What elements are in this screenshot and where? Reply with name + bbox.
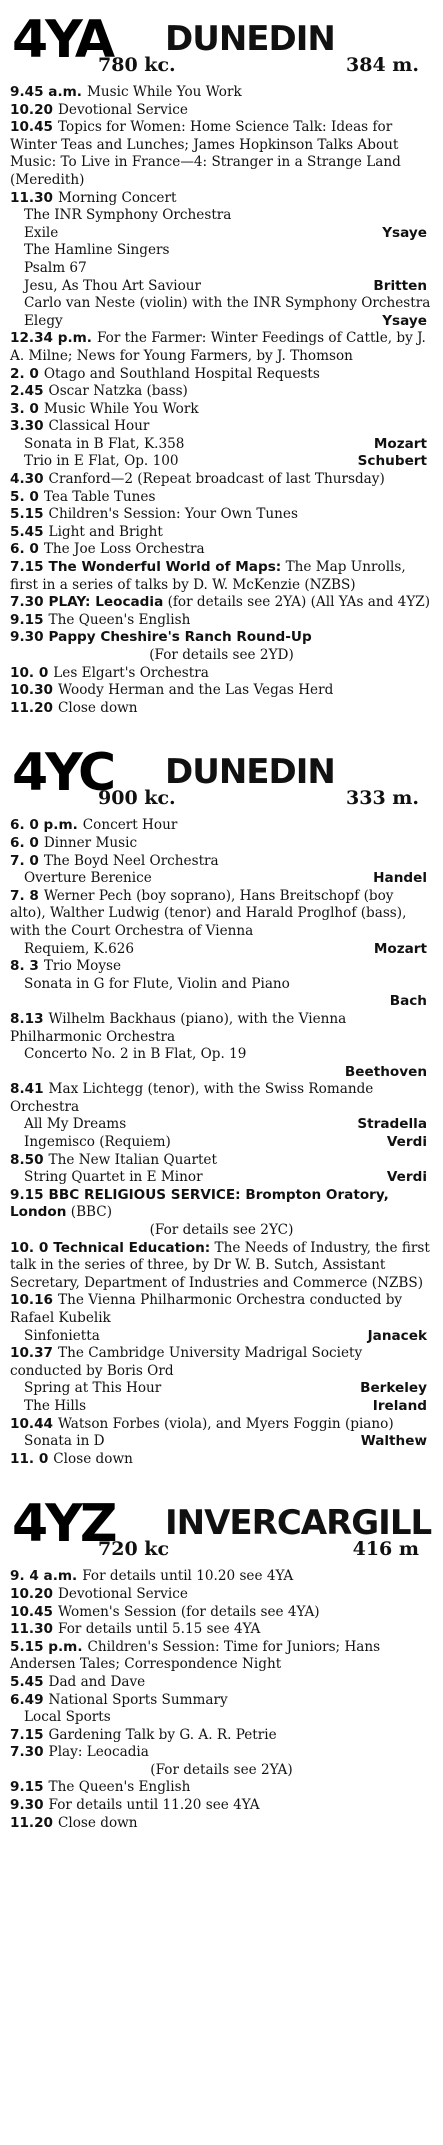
- broadcast-time: 8.41: [10, 1081, 44, 1098]
- programme-description: Children's Session: Your Own Tunes: [48, 506, 298, 523]
- broadcast-time: 3. 0: [10, 400, 39, 417]
- programme-description: Wilhelm Backhaus (piano), with the Vienna Philharmonic Orchestra: [10, 1010, 347, 1045]
- broadcast-time: 10.20: [10, 1585, 53, 1602]
- schedule-entry: [10, 524, 433, 542]
- programme-description: Oscar Natzka (bass): [48, 383, 188, 400]
- programme-description: Close down: [53, 1450, 133, 1467]
- composer-name: Mozart: [373, 940, 427, 957]
- programme-item: [10, 941, 433, 959]
- schedule-entry: [10, 1568, 433, 1586]
- programme-title: Overture Berenice: [24, 870, 152, 887]
- programme-title: The INR Symphony Orchestra: [24, 207, 232, 224]
- broadcast-time: 5.15: [10, 506, 44, 523]
- programme-title: All My Dreams: [24, 1116, 127, 1133]
- schedule-entry: [10, 330, 433, 365]
- schedule-entry: [10, 541, 433, 559]
- broadcast-time: 7.30: [10, 594, 44, 611]
- programme-description: Close down: [58, 699, 138, 716]
- programme-title: Carlo van Neste (violin) with the INR Symphony Orchestra: [24, 295, 431, 312]
- broadcast-time: 11.30: [10, 1621, 53, 1638]
- programme-description: The Map Unrolls, first in a series of talks by D. W. McKenzie (NZBS): [10, 559, 406, 593]
- programme-title: Exile: [24, 224, 59, 241]
- broadcast-time: 10.37: [10, 1345, 53, 1362]
- programme-description: (for details see 2YA) (All YAs and 4YZ): [167, 594, 431, 611]
- programme-description: The Joe Loss Orchestra: [43, 541, 205, 558]
- composer-name: Mozart: [373, 435, 427, 452]
- broadcast-time: 3.30: [10, 418, 44, 435]
- broadcast-time: 6. 0 p.m.: [10, 817, 78, 834]
- programme-highlight: PLAY: Leocadia: [48, 594, 164, 611]
- broadcast-time: 10. 0: [10, 1239, 49, 1256]
- programme-description: The New Italian Quartet: [48, 1151, 217, 1168]
- broadcast-time: 8. 3: [10, 958, 39, 975]
- programme-description: Otago and Southland Hospital Requests: [43, 365, 320, 382]
- composer-name: Ireland: [372, 1397, 427, 1414]
- broadcast-time: 12.34 p.m.: [10, 330, 92, 347]
- programme-description: Women's Session (for details see 4YA): [58, 1603, 320, 1620]
- schedule-entry: [10, 817, 433, 835]
- programme-description: Cranford—2 (Repeat broadcast of last Thursday): [48, 471, 385, 488]
- schedule-entry: [10, 629, 433, 647]
- broadcast-time: 11.20: [10, 699, 53, 716]
- broadcast-time: 6. 0: [10, 834, 39, 851]
- schedule-entry: [10, 1674, 433, 1692]
- broadcast-time: 7. 0: [10, 852, 39, 869]
- station-section: [10, 6, 433, 717]
- schedule-entry: [10, 888, 433, 941]
- programme-description: Play: Leocadia: [48, 1744, 149, 1761]
- programme-highlight: Technical Education:: [53, 1239, 211, 1256]
- broadcast-time: 9.45 a.m.: [10, 84, 82, 100]
- programme-item: [10, 870, 433, 888]
- schedule-entry: [10, 401, 433, 419]
- schedule-entry: [10, 1692, 433, 1710]
- programme-title: Local Sports: [24, 1709, 111, 1726]
- schedule-entry: [10, 119, 433, 189]
- broadcast-time: 2. 0: [10, 365, 39, 382]
- programme-description: Concert Hour: [82, 817, 178, 834]
- schedule-entry: [10, 594, 433, 612]
- broadcast-time: 4.30: [10, 471, 44, 488]
- programme-description: For the Farmer: Winter Feedings of Cattle, by J. A. Milne; News for Young Farmers, by J. Thomson: [10, 330, 426, 364]
- programme-item: [10, 976, 433, 994]
- schedule-entry: [10, 1345, 433, 1380]
- broadcast-time: 10.20: [10, 101, 53, 118]
- composer-name: Handel: [373, 870, 427, 887]
- programme-title: Ingemisco (Requiem): [24, 1134, 171, 1151]
- broadcast-time: 10. 0: [10, 664, 49, 681]
- station-section: [10, 1490, 433, 1832]
- station-callsign: 4YC: [12, 743, 114, 804]
- schedule-entry: [10, 1797, 433, 1815]
- programme-item: [10, 1709, 433, 1727]
- broadcast-time: 9.15: [10, 1779, 44, 1796]
- schedule-entry: [10, 1187, 433, 1222]
- programme-description: Les Elgart's Orchestra: [53, 664, 209, 681]
- programme-item: [10, 453, 433, 471]
- broadcast-time: 5.15 p.m.: [10, 1638, 83, 1655]
- programme-description: Tea Table Tunes: [43, 488, 156, 505]
- programme-description: Watson Forbes (viola), and Myers Foggin (piano): [58, 1415, 394, 1432]
- broadcast-time: 11. 0: [10, 1450, 49, 1467]
- programme-description: Trio Moyse: [43, 958, 122, 975]
- station-city: DUNEDIN: [165, 752, 335, 793]
- broadcast-time: 9.30: [10, 1797, 44, 1814]
- schedule-entry: [10, 853, 433, 871]
- programme-item: [10, 1116, 433, 1134]
- composer-name: Ysaye: [382, 312, 427, 329]
- details-note: (For details see 2YA): [150, 1761, 293, 1778]
- composer-name: Stradella: [357, 1116, 427, 1133]
- programme-description: The Vienna Philharmonic Orchestra conducted by Rafael Kubelik: [10, 1292, 403, 1326]
- composer-name: Verdi: [386, 1169, 427, 1186]
- composer-name: Janacek: [367, 1327, 427, 1344]
- broadcast-time: 8.50: [10, 1151, 44, 1168]
- programme-highlight: The Wonderful World of Maps:: [48, 559, 282, 576]
- programme-description: For details until 11.20 see 4YA: [48, 1797, 260, 1814]
- schedule-entry: [10, 1586, 433, 1604]
- composer-name: Britten: [373, 277, 427, 294]
- schedule-entry: [10, 1621, 433, 1639]
- programme-description: Music While You Work: [86, 84, 242, 100]
- broadcast-time: 2.45: [10, 383, 44, 400]
- broadcast-time: 5. 0: [10, 488, 39, 505]
- programme-title: The Hills: [24, 1397, 87, 1414]
- composer-name: Schubert: [357, 453, 427, 470]
- broadcast-time: 10.45: [10, 119, 53, 136]
- schedule-entry: [10, 1639, 433, 1674]
- station-frequency: 900 kc.: [98, 787, 176, 810]
- station-header: [10, 1490, 433, 1568]
- programme-description: The Boyd Neel Orchestra: [43, 852, 219, 869]
- programme-description: Close down: [58, 1814, 138, 1831]
- broadcast-time: 7.30: [10, 1744, 44, 1761]
- composer-name: Bach: [389, 993, 427, 1010]
- composer-name: Ysaye: [382, 224, 427, 241]
- broadcast-time: 9.30: [10, 629, 44, 646]
- broadcast-time: 10.16: [10, 1292, 53, 1309]
- schedule-entry: [10, 1240, 433, 1293]
- programme-item: [10, 295, 433, 313]
- station-callsign: 4YA: [12, 10, 113, 70]
- schedule-entry: [10, 1779, 433, 1797]
- programme-description: Morning Concert: [58, 189, 177, 206]
- schedule-entry: [10, 84, 433, 102]
- programme-item: [10, 436, 433, 454]
- programme-highlight: BBC RELIGIOUS SERVICE: Brompton Oratory, London: [10, 1186, 389, 1221]
- schedule-entry: [10, 612, 433, 630]
- schedule-entry: [10, 471, 433, 489]
- programme-description: Topics for Women: Home Science Talk: Ideas for Winter Teas and Lunches; James Hopkinson Talks About Music: To Live in France—4: Stranger in a Strange Land (Meredith): [10, 119, 401, 188]
- schedule-entry: [10, 958, 433, 976]
- schedule-entry: [10, 383, 433, 401]
- broadcast-time: 9. 4 a.m.: [10, 1568, 78, 1585]
- schedule-entry: [10, 1081, 433, 1116]
- programme-description: (BBC): [70, 1204, 113, 1221]
- programme-description: The Needs of Industry, the first talk in the series of three, by Dr W. B. Sutch, Assistant Secretary, Department of Industries and Commerce (NZBS): [10, 1239, 430, 1291]
- schedule-entry: [10, 1416, 433, 1434]
- programme-description: For details until 5.15 see 4YA: [58, 1621, 261, 1638]
- programme-description: The Queen's English: [48, 611, 191, 628]
- schedule-entry: [10, 1011, 433, 1046]
- schedule-entry: [10, 1815, 433, 1833]
- programme-description: Werner Pech (boy soprano), Hans Breitschopf (boy alto), Walther Ludwig (tenor) and Harald Proglhof (bass), with the Court Orchestra of Vienna: [10, 887, 407, 939]
- programme-item: [10, 1380, 433, 1398]
- programme-title: Sinfonietta: [24, 1327, 100, 1344]
- programme-item: [10, 1433, 433, 1451]
- schedule-entry: [10, 1451, 433, 1469]
- broadcast-time: 8.13: [10, 1010, 44, 1027]
- schedule-entry: [10, 1152, 433, 1170]
- station-frequency: 780 kc.: [98, 54, 176, 76]
- programme-item: [10, 1046, 433, 1064]
- station-wavelength: 333 m.: [346, 787, 419, 810]
- programme-title: Spring at This Hour: [24, 1380, 162, 1397]
- station-header: [10, 6, 433, 84]
- schedule-entry: [10, 1604, 433, 1622]
- broadcast-time: 7.15: [10, 559, 44, 576]
- programme-title: Jesu, As Thou Art Saviour: [24, 277, 202, 294]
- programme-item: [10, 225, 433, 243]
- programme-title: The Hamline Singers: [24, 242, 170, 259]
- programme-item: [10, 1328, 433, 1346]
- programme-item: [10, 260, 433, 278]
- schedule-entry: [10, 1744, 433, 1762]
- schedule-entry: [10, 682, 433, 700]
- details-note: (For details see 2YC): [149, 1222, 294, 1239]
- broadcast-time: 7.15: [10, 1726, 44, 1743]
- schedule-entry: [10, 665, 433, 683]
- programme-description: Dad and Dave: [48, 1673, 146, 1690]
- station-header: [10, 739, 433, 817]
- broadcast-time: 5.45: [10, 523, 44, 540]
- composer-name: Verdi: [386, 1134, 427, 1151]
- composer-name: Walthew: [360, 1433, 427, 1450]
- schedule-entry: [10, 102, 433, 120]
- programme-description: Gardening Talk by G. A. R. Petrie: [48, 1726, 277, 1743]
- schedule-entry: [10, 489, 433, 507]
- schedule-entry: [10, 700, 433, 718]
- programme-item: [10, 278, 433, 296]
- programme-description: The Queen's English: [48, 1779, 191, 1796]
- programme-title: String Quartet in E Minor: [24, 1169, 203, 1186]
- schedule-entry: [10, 559, 433, 594]
- schedule-entry: [10, 418, 433, 436]
- broadcast-time: 9.15: [10, 611, 44, 628]
- programme-description: National Sports Summary: [48, 1691, 228, 1708]
- broadcast-time: 6. 0: [10, 541, 39, 558]
- programme-description: For details until 10.20 see 4YA: [82, 1568, 294, 1585]
- programme-description: Max Lichtegg (tenor), with the Swiss Romande Orchestra: [10, 1081, 374, 1115]
- programme-description: Light and Bright: [48, 523, 163, 540]
- programme-title: Psalm 67: [24, 259, 87, 276]
- programme-item: [10, 242, 433, 260]
- broadcast-time: 7. 8: [10, 887, 39, 904]
- station-city: DUNEDIN: [165, 19, 335, 59]
- schedule-entry: [10, 1727, 433, 1745]
- programme-description: Music While You Work: [43, 400, 199, 417]
- schedule-entry: [10, 190, 433, 208]
- programme-highlight: Pappy Cheshire's Ranch Round-Up: [48, 629, 312, 646]
- programme-title: Sonata in G for Flute, Violin and Piano: [24, 975, 290, 992]
- schedule-entry: [10, 835, 433, 853]
- station-city: INVERCARGILL: [165, 1503, 432, 1544]
- schedule-entry: [10, 506, 433, 524]
- composer-name: Beethoven: [344, 1063, 427, 1080]
- programme-item: [10, 313, 433, 331]
- programme-description: Woody Herman and the Las Vegas Herd: [58, 682, 334, 699]
- broadcast-time: 9.15: [10, 1186, 44, 1203]
- programme-item: [10, 1169, 433, 1187]
- schedule-entry: [10, 1292, 433, 1327]
- programme-title: Sonata in D: [24, 1433, 105, 1450]
- station-wavelength: 416 m: [352, 1538, 419, 1561]
- composer-name: Berkeley: [360, 1380, 427, 1397]
- programme-item: [10, 1134, 433, 1152]
- details-note: (For details see 2YD): [149, 647, 294, 663]
- schedule-entry: [10, 366, 433, 384]
- programme-title: Concerto No. 2 in B Flat, Op. 19: [24, 1046, 247, 1063]
- programme-description: Children's Session: Time for Juniors; Hans Andersen Tales; Correspondence Night: [10, 1638, 381, 1673]
- station-frequency: 720 kc: [98, 1538, 170, 1561]
- broadcast-time: 11.20: [10, 1814, 53, 1831]
- broadcast-time: 10.44: [10, 1415, 53, 1432]
- broadcast-time: 10.45: [10, 1603, 53, 1620]
- station-callsign: 4YZ: [12, 1494, 115, 1555]
- station-wavelength: 384 m.: [346, 54, 419, 76]
- programme-description: Devotional Service: [58, 1585, 188, 1602]
- broadcast-time: 6.49: [10, 1691, 44, 1708]
- broadcast-time: 11.30: [10, 189, 53, 206]
- programme-title: Elegy: [24, 312, 63, 329]
- programme-title: Trio in E Flat, Op. 100: [24, 453, 179, 470]
- programme-description: The Cambridge University Madrigal Society conducted by Boris Ord: [10, 1345, 363, 1379]
- programme-description: Classical Hour: [48, 418, 150, 435]
- programme-item: [10, 207, 433, 225]
- programme-title: Sonata in B Flat, K.358: [24, 435, 185, 452]
- broadcast-time: 5.45: [10, 1673, 44, 1690]
- broadcast-time: 10.30: [10, 682, 53, 699]
- programme-description: Dinner Music: [43, 834, 138, 851]
- programme-item: [10, 1398, 433, 1416]
- programme-description: Devotional Service: [58, 101, 188, 118]
- station-section: [10, 739, 433, 1468]
- programme-title: Requiem, K.626: [24, 940, 135, 957]
